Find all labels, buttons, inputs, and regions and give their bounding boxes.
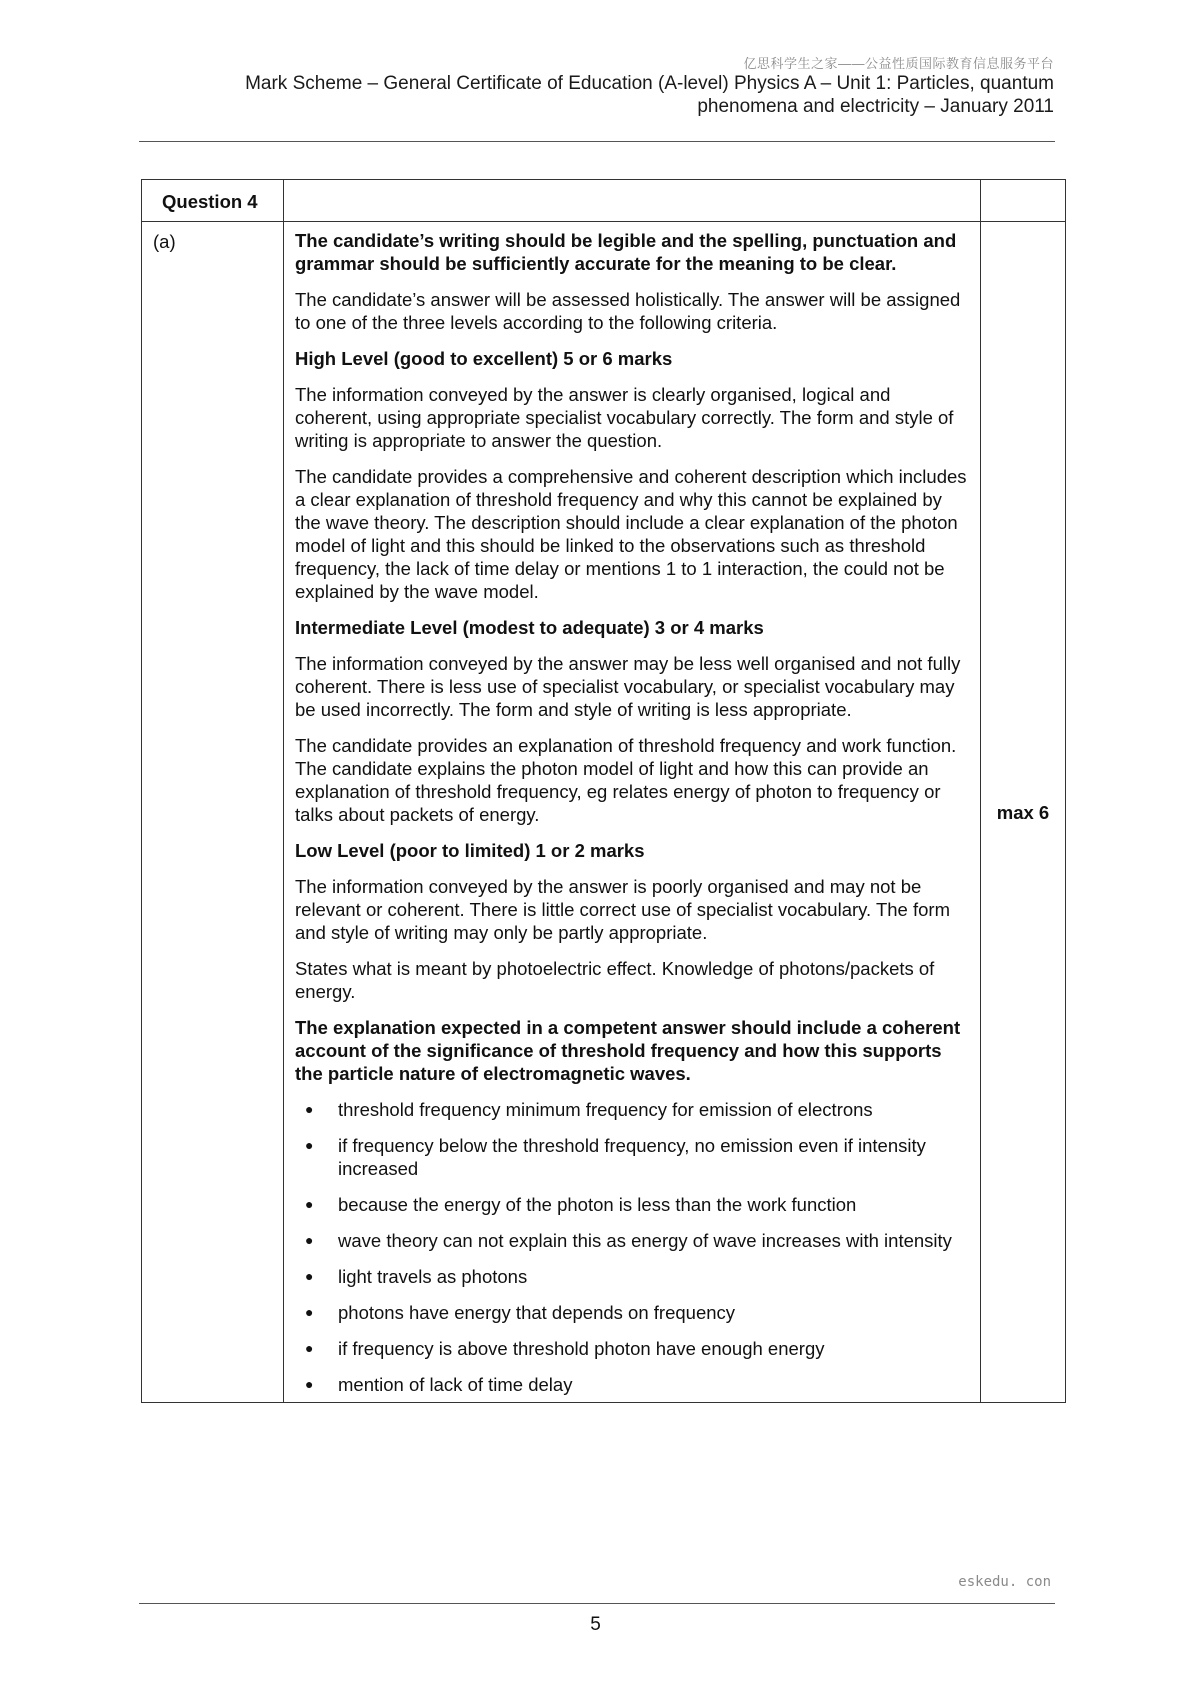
header-watermark: 亿思科学生之家——公益性质国际教育信息服务平台	[743, 56, 1054, 71]
criteria-paragraph: The information conveyed by the answer is clearly organised, logical and coherent, using appropriate specialist vocabulary correctly. The form and style of writing is appropriate to answer the question.	[295, 384, 954, 451]
expected-point-text: light travels as photons	[338, 1266, 528, 1287]
criteria-paragraph: Intermediate Level (modest to adequate) 3 or 4 marks	[295, 617, 764, 638]
footer-watermark: eskedu. con	[958, 1574, 1051, 1590]
mark-scheme-body	[284, 222, 981, 1403]
expected-point	[295, 1337, 970, 1360]
criteria-paragraph: The candidate’s answer will be assessed holistically. The answer will be assigned to one of the three levels according to the following criteria.	[295, 289, 961, 333]
bullet-icon: ●	[305, 1376, 314, 1392]
expected-point	[295, 1098, 970, 1121]
question-label: Question 4	[142, 180, 284, 222]
bullet-icon: ●	[305, 1304, 314, 1320]
criteria-paragraph: The candidate provides an explanation of threshold frequency and work function. The candidate explains the photon model of light and how this can provide an explanation of threshold frequency, eg relates energy of photon to frequency or talks about packets of energy.	[295, 735, 957, 825]
expected-point-text: wave theory can not explain this as energy of wave increases with intensity	[338, 1230, 952, 1251]
footer-divider	[139, 1603, 1055, 1604]
criteria-paragraph: States what is meant by photoelectric effect. Knowledge of photons/packets of energy.	[295, 958, 935, 1002]
criteria-paragraph: Low Level (poor to limited) 1 or 2 marks	[295, 840, 645, 861]
bullet-icon: ●	[305, 1196, 314, 1212]
bullet-icon: ●	[305, 1101, 314, 1117]
criteria-paragraph: The candidate provides a comprehensive and coherent description which includes a clear explanation of threshold frequency and why this cannot be explained by the wave theory. The description should include a clear explanation of the photon model of light and this should be linked to the observations such as threshold frequency, the lack of time delay or mentions 1 to 1 interaction, the could not be explained by the wave model.	[295, 466, 967, 602]
marks-value: max 6	[981, 222, 1066, 1403]
part-a-row	[142, 222, 1066, 1403]
part-label: (a)	[142, 222, 284, 1403]
page-header-title	[154, 72, 1054, 118]
bullet-icon: ●	[305, 1268, 314, 1284]
expected-point	[295, 1373, 970, 1396]
mark-scheme-table	[141, 179, 1066, 1403]
expected-points-list	[295, 1098, 970, 1396]
expected-point-text: mention of lack of time delay	[338, 1374, 573, 1395]
expected-point	[295, 1229, 970, 1252]
expected-point-text: threshold frequency minimum frequency for emission of electrons	[338, 1099, 873, 1120]
expected-point-text: if frequency below the threshold frequency, no emission even if intensity increased	[338, 1135, 926, 1179]
criteria-paragraph: The candidate’s writing should be legible and the spelling, punctuation and grammar should be sufficiently accurate for the meaning to be clear.	[295, 230, 957, 274]
expected-point	[295, 1134, 970, 1180]
criteria-paragraphs	[295, 229, 970, 1085]
bullet-icon: ●	[305, 1232, 314, 1248]
expected-point-text: because the energy of the photon is less than the work function	[338, 1194, 857, 1215]
header-divider	[139, 141, 1055, 142]
expected-point	[295, 1265, 970, 1288]
criteria-paragraph: The information conveyed by the answer may be less well organised and not fully coherent. There is less use of specialist vocabulary, or specialist vocabulary may be used incorrectly. The form and style of writing is less appropriate.	[295, 653, 961, 720]
header-title-line-2: phenomena and electricity – January 2011	[697, 96, 1054, 117]
question-header-row	[142, 180, 1066, 222]
expected-point	[295, 1193, 970, 1216]
marks-header-blank	[981, 180, 1066, 222]
bullet-icon: ●	[305, 1340, 314, 1356]
expected-point-text: photons have energy that depends on frequency	[338, 1302, 736, 1323]
page-number: 5	[590, 1614, 601, 1635]
expected-point	[295, 1301, 970, 1324]
expected-point-text: if frequency is above threshold photon have enough energy	[338, 1338, 825, 1359]
criteria-paragraph: High Level (good to excellent) 5 or 6 marks	[295, 348, 673, 369]
bullet-icon: ●	[305, 1137, 314, 1153]
header-title-line-1: Mark Scheme – General Certificate of Education (A-level) Physics A – Unit 1: Particles, quantum	[245, 73, 1054, 94]
criteria-paragraph: The explanation expected in a competent answer should include a coherent account of the significance of threshold frequency and how this supports the particle nature of electromagnetic waves.	[295, 1017, 961, 1084]
criteria-paragraph: The information conveyed by the answer is poorly organised and may not be relevant or coherent. There is little correct use of specialist vocabulary. The form and style of writing may only be partly appropriate.	[295, 876, 950, 943]
question-header-blank	[284, 180, 981, 222]
